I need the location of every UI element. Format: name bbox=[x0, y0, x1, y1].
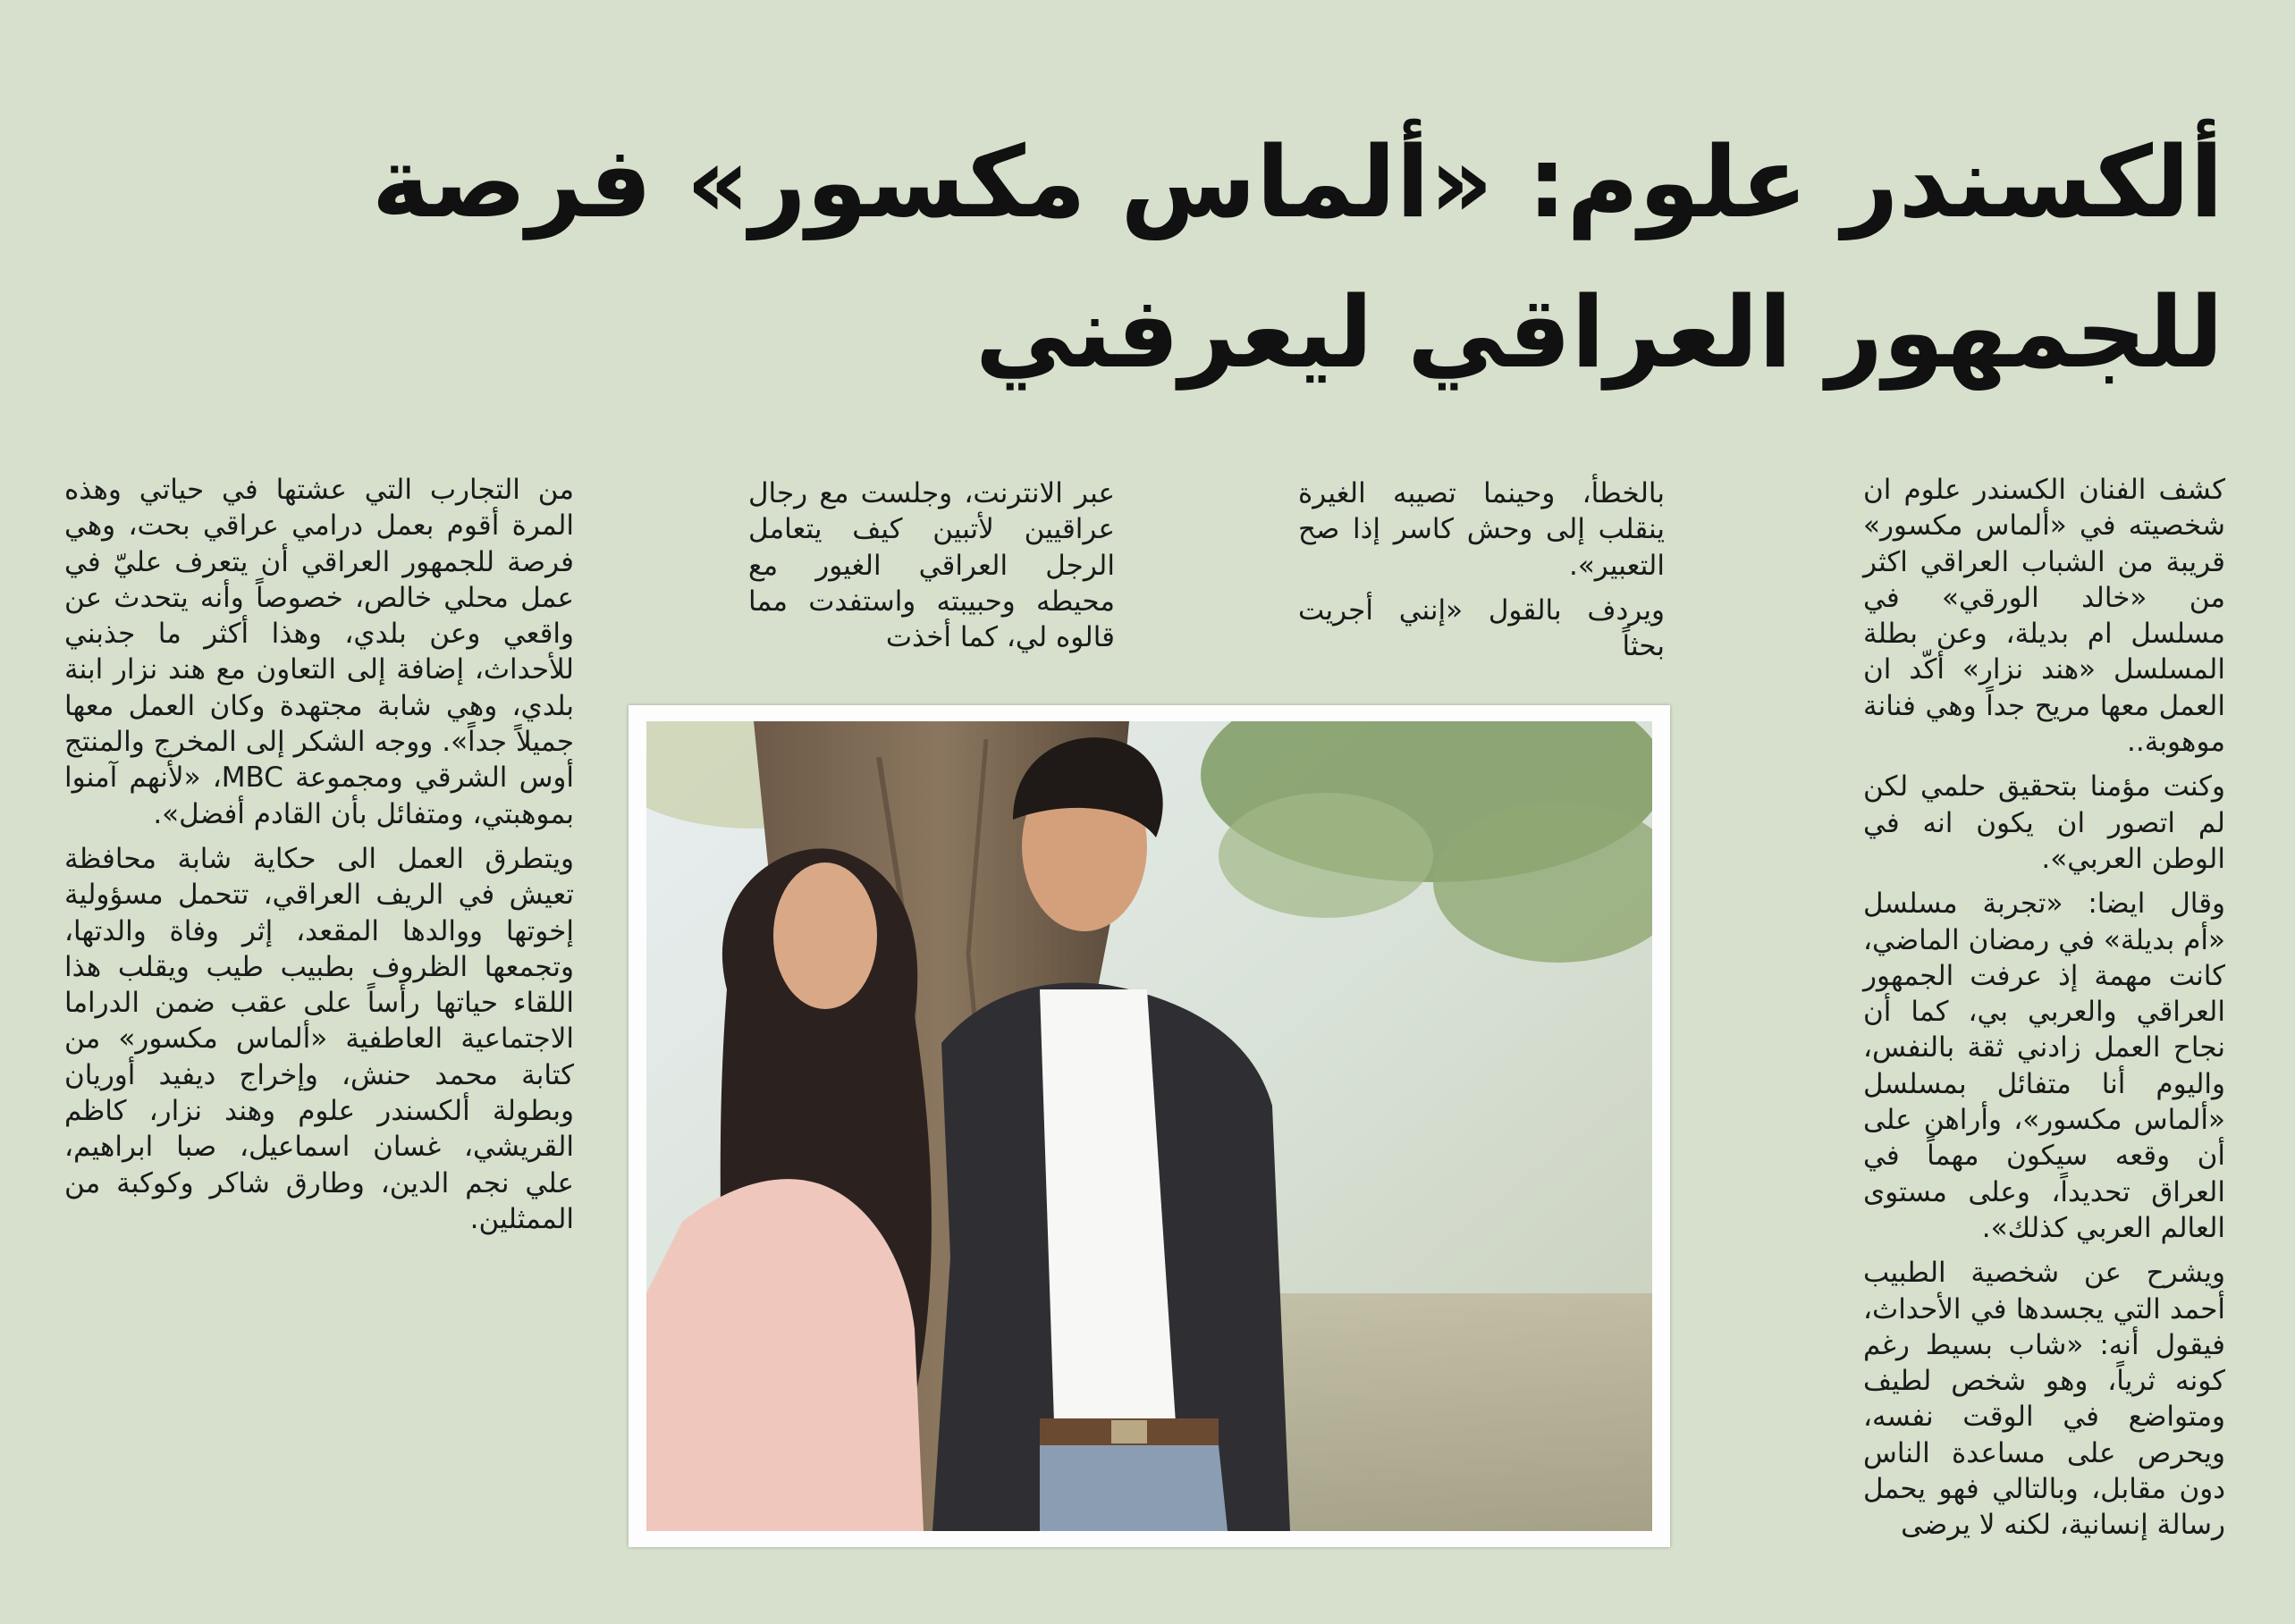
paragraph: كشف الفنان الكسندر علوم ان شخصيته في «ألماس مكسور» قريبة من الشباب العراقي اكثر من «خالد الورقي» في مسلسل ام بديلة، وعن بطلة المسلسل «هند نزار» أكّد ان العمل معها مريح جداً وهي فنانة موهوبة.. bbox=[1863, 474, 2225, 759]
article-column-2 bbox=[1298, 475, 1665, 673]
article-photo bbox=[646, 721, 1652, 1531]
paragraph: بالخطأ، وحينما تصيبه الغيرة ينقلب إلى وحش كاسر إذا صح التعبير». bbox=[1298, 477, 1665, 582]
paragraph: وكنت مؤمنا بتحقيق حلمي لكن لم اتصور ان يكون انه في الوطن العربي». bbox=[1863, 770, 2225, 875]
article-photo-frame bbox=[629, 705, 1670, 1547]
paragraph: ويردف بالقول «إنني أجريت بحثاً bbox=[1298, 593, 1665, 663]
paragraph: من التجارب التي عشتها في حياتي وهذه المرة أقوم بعمل درامي عراقي بحت، وهي فرصة للجمهور العراقي أن يتعرف عليّ في عمل محلي خالص، خصوصاً وأنه يتحدث عن واقعي وعن بلدي، وهذا أكثر ما جذبني للأحداث، إضافة إلى التعاون مع هند نزار ابنة بلدي، وهي شابة مجتهدة وكان العمل معها جميلاً جداً». ووجه الشكر إلى المخرج والمنتج أوس الشرقي ومجموعة MBC، «لأنهم آمنوا بموهبتي، ومتفائل بأن القادم أفضل». bbox=[64, 474, 575, 830]
article-headline: ألكسندر علوم: «ألماس مكسور» فرصة للجمهور العراقي ليعرفني bbox=[371, 125, 2223, 390]
paragraph: عبر الانترنت، وجلست مع رجال عراقيين لأتبين كيف يتعامل الرجل العراقي الغيور مع محيطه وحبيبته واستفدت مما قالوه لي، كما أخذت bbox=[748, 477, 1115, 654]
paragraph: وقال ايضا: «تجربة مسلسل «أم بديلة» في رمضان الماضي، كانت مهمة إذ عرفت الجمهور العراقي والعربي بي، كما أن نجاح العمل زادني ثقة بالنفس، واليوم أنا متفائل بمسلسل «ألماس مكسور»، وأراهن على أن وقعه سيكون مهماً في العراق تحديداً، وعلى مستوى العالم العربي كذلك». bbox=[1863, 888, 2225, 1244]
article-column-4 bbox=[64, 472, 574, 1246]
paragraph: ويشرح عن شخصية الطبيب أحمد التي يجسدها في الأحداث، فيقول أنه: «شاب بسيط رغم كونه ثرياً، وهو شخص لطيف ومتواضع في الوقت نفسه، ويحرص على مساعدة الناس دون مقابل، وبالتالي فهو يحمل رسالة إنسانية، لكنه لا يرضى bbox=[1863, 1257, 2225, 1542]
article-column-1 bbox=[1863, 472, 2225, 1552]
paragraph: ويتطرق العمل الى حكاية شابة محافظة تعيش في الريف العراقي، تتحمل مسؤولية إخوتها ووالدها المقعد، إثر وفاة والدتها، وتجمعها الظروف بطبيب طيب ويقلب هذا اللقاء حياتها رأساً على عقب ضمن الدراما الاجتماعية العاطفية «ألماس مكسور» من كتابة محمد حنش، وإخراج ديفيد أوريان وبطولة ألكسندر علوم وهند نزار، كاظم القريشي، غسان اسماعيل، صبا ابراهيم، علي نجم الدين، وطارق شاكر وكوكبة من الممثلين. bbox=[64, 842, 574, 1235]
article-column-3 bbox=[748, 475, 1115, 664]
